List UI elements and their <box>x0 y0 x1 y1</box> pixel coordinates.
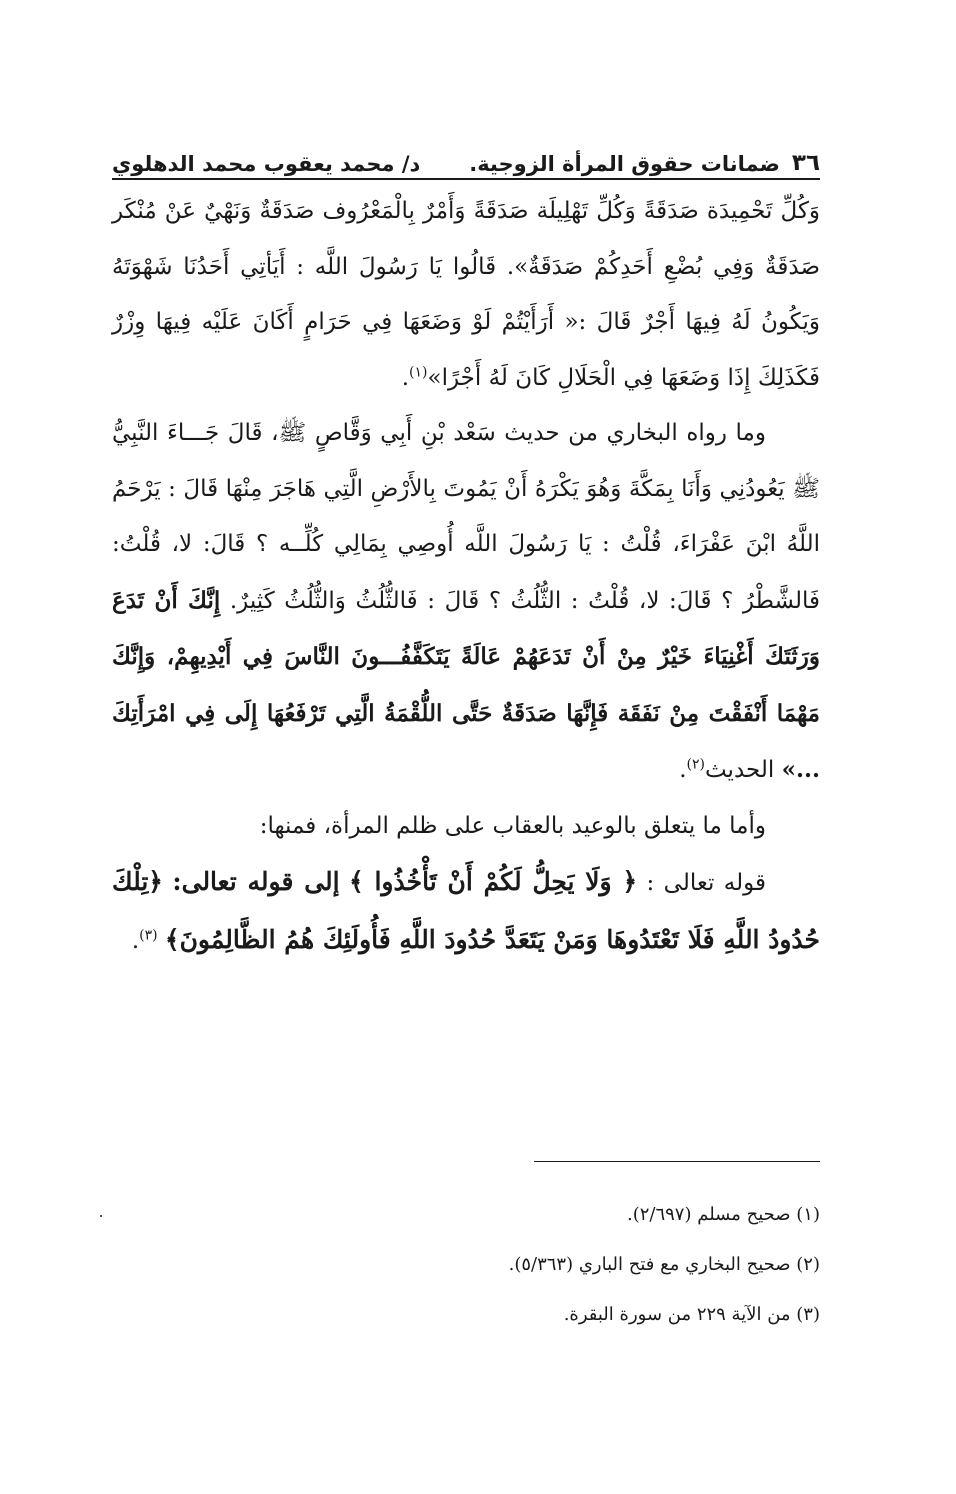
paragraph-quran-verse <box>112 854 820 969</box>
footnote-ref-3: (٣) <box>139 926 158 943</box>
quran-verse-2: ﴿تِلْكَ حُدُودُ اللَّهِ فَلَا تَعْتَدُوهَا وَمَنْ يَتَعَدَّ حُدُودَ اللَّهِ فَأُولَئِكَ هُمُ الظَّالِمُونَ﴾ <box>112 867 820 954</box>
running-header <box>112 142 820 176</box>
quran-verse-1: ﴿ وَلَا يَحِلُّ لَكُمْ أَنْ تَأْخُذُوا ﴾ <box>349 867 638 896</box>
hadith-charity-text: وَكُلِّ تَحْمِيدَة صَدَقَةً وَكُلِّ تَهْلِيلَة صَدَقَةً وَأَمْرٌ بِالْمَعْرُوف صَدَقَةٌ وَنَهْيٌ عَنْ مُنْكَر صَدَقَةٌ وَفِي بُضْعِ أَحَدِكُمْ صَدَقَةٌ». قَالُوا يَا رَسُولَ اللَّه : أَيَأتِي أَحَدُنَا شَهْوَتَهُ وَيَكُونُ لَهُ فِيهَا أَجْرٌ قَالَ :« أَرَأَيْتُمْ لَوْ وَضَعَهَا فِي حَرَامٍ أَكَانَ عَلَيْه فِيهَا وِزْرٌ فَكَذَلِكَ إِذَا وَضَعَهَا فِي الْحَلَالِ كَانَ لَهُ أَجْرًا» <box>112 198 820 391</box>
body-text <box>112 184 820 969</box>
page-number: ٣٦ <box>791 150 820 176</box>
book-title: ضمانات حقوق المرأة الزوجية. <box>469 152 780 176</box>
hadith-bold-text: إِنَّكَ أَنْ تَدَعَ وَرَثَتَكَ أَغْنِيَاءَ خَيْرٌ مِنْ أَنْ تَدَعَهُمْ عَالَةً يَتَكَفَّفُـــونَ النَّاسَ فِي أَيْدِيهِمْ، وَإِنَّكَ مَهْمَا أَنْفَقْتَ مِنْ نَفَقَة فَإِنَّهَا صَدَقَةٌ حَتَّى اللُّقْمَةُ الَّتِي تَرْفَعُهَا إِلَى فِي امْرَأَتِكَ ...» <box>112 586 820 783</box>
footnote-ref-1: (١) <box>409 363 428 380</box>
paragraph-end: . <box>679 757 687 783</box>
bukhari-narration: وما رواه البخاري من حديث سَعْد بْنِ أَبِي وَقَّاصٍ ﷺ، قَالَ جَـــاءَ النَّبِيُّ ﷺ يَعُودُنِي وَأَنَا بِمَكَّةَ وَهُوَ يَكْرَهُ أَنْ يَمُوتَ بِالأَرْضِ الَّتِي هَاجَرَ مِنْهَا قَالَ : يَرْحَمُ اللَّهُ ابْنَ عَفْرَاءَ، قُلْتُ : يَا رَسُولَ اللَّه أُوصِي بِمَالِي كُلِّــه ؟ قَالَ: لا، قُلْتُ: فَالشَّطْرُ ؟ قَالَ: لا، قُلْتُ : الثُّلُثُ ؟ قَالَ : فَالثُّلُثُ وَالثُّلُثُ كَثِيرٌ. <box>112 420 820 614</box>
header-rule <box>112 178 820 180</box>
footnotes <box>112 1190 820 1340</box>
paragraph-punishment-intro: وأما ما يتعلق بالوعيد بالعقاب على ظلم المرأة، فمنها: <box>259 812 766 839</box>
scan-speck <box>100 1215 102 1217</box>
paragraph-end: . <box>401 364 410 391</box>
footnote-rule <box>534 1161 820 1162</box>
paragraph-end: . <box>131 927 140 954</box>
footnote-ref-2: (٢) <box>686 756 705 773</box>
paragraph-hadith-charity <box>112 184 820 406</box>
author-name: د/ محمد يعقوب محمد الدهلوي <box>112 152 421 176</box>
footnote-2: (٢) صحيح البخاري مع فتح الباري (٥/٣٦٣). <box>508 1254 820 1275</box>
verse-connector: إلى قوله تعالى: <box>172 867 340 896</box>
footnote-3: (٣) من الآية ٢٢٩ من سورة البقرة. <box>563 1304 820 1325</box>
verse-intro: قوله تعالى : <box>646 870 766 896</box>
hadith-tail: الحديث <box>704 757 775 783</box>
footnote-1: (١) صحيح مسلم (٢/٦٩٧). <box>626 1204 820 1225</box>
paragraph-hadith-bukhari <box>112 406 820 799</box>
